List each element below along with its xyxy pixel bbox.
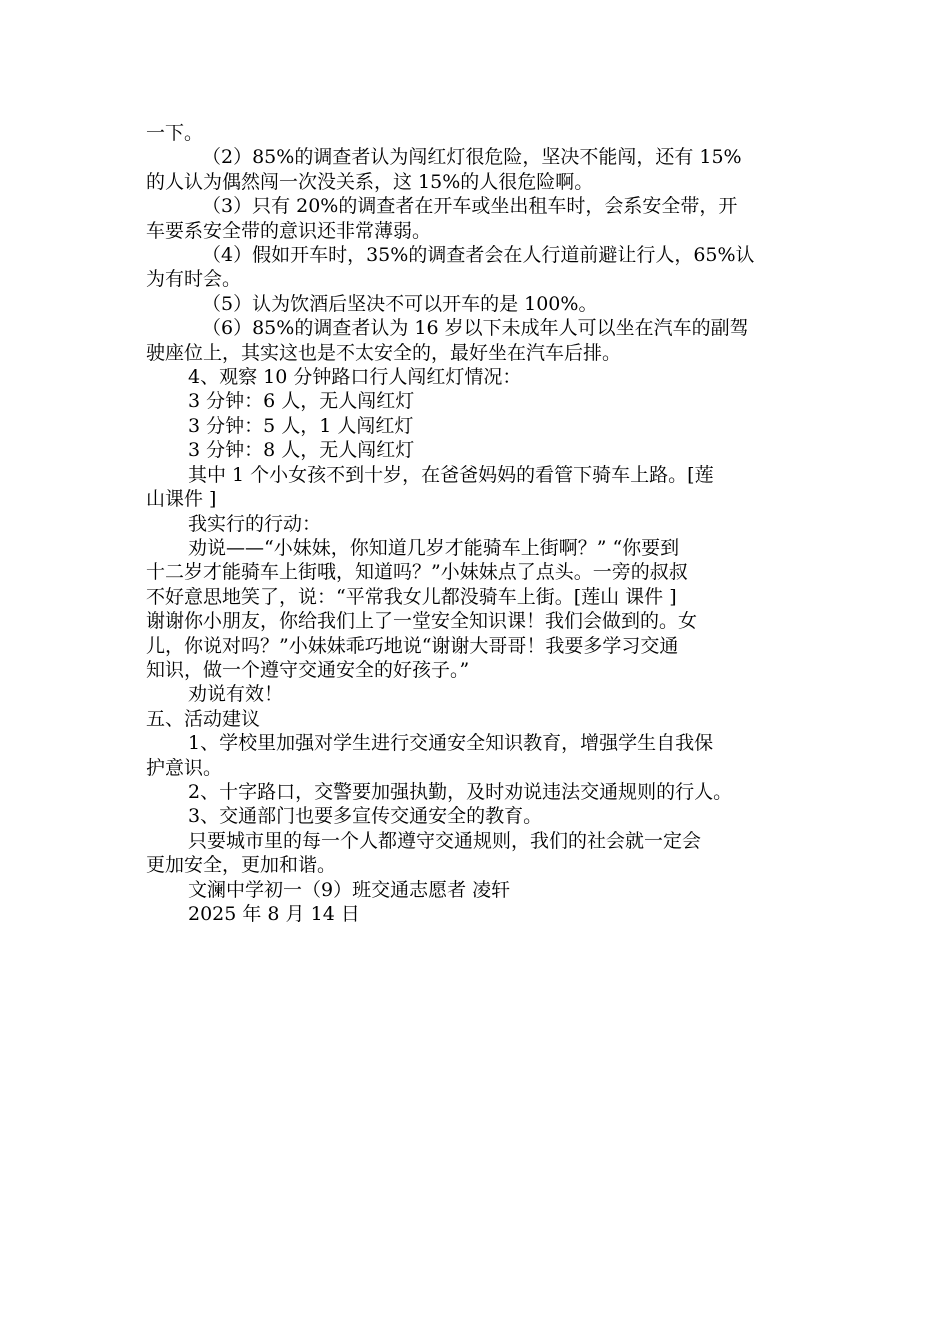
text-line: 不好意思地笑了，说：“平常我女儿都没骑车上街。[莲山 课件 ]	[146, 585, 677, 608]
text-line: （2）85%的调查者认为闯红灯很危险，坚决不能闯，还有 15%	[202, 146, 742, 169]
document-body	[146, 121, 821, 926]
text-line: 3、交通部门也要多宣传交通安全的教育。	[188, 805, 543, 828]
text-line: 为有时会。	[146, 268, 242, 291]
text-line: 五、活动建议	[146, 707, 261, 730]
text-line: 3 分钟：8 人，无人闯红灯	[188, 439, 415, 462]
text-line: 2、十字路口，交警要加强执勤，及时劝说违法交通规则的行人。	[188, 780, 733, 803]
text-line: 2025 年 8 月 14 日	[188, 903, 360, 925]
text-line: 3 分钟：5 人，1 人闯红灯	[188, 414, 414, 437]
text-line: 的人认为偶然闯一次没关系，这 15%的人很危险啊。	[146, 170, 594, 193]
text-line: 文澜中学初一（9）班交通志愿者 凌轩	[188, 878, 511, 901]
text-line: 知识，做一个遵守交通安全的好孩子。”	[146, 658, 470, 681]
text-line: 山课件 ]	[146, 488, 217, 511]
text-line: 更加安全，更加和谐。	[146, 854, 337, 877]
text-line: 劝说有效！	[188, 683, 284, 706]
text-line: 车要系安全带的意识还非常薄弱。	[146, 219, 432, 242]
text-line: 4、观察 10 分钟路口行人闯红灯情况：	[188, 366, 522, 389]
text-line: 1、学校里加强对学生进行交通安全知识教育，增强学生自我保	[188, 732, 714, 755]
text-line: 只要城市里的每一个人都遵守交通规则，我们的社会就一定会	[188, 829, 702, 852]
text-line: （3）只有 20%的调查者在开车或坐出租车时，会系安全带，开	[202, 195, 738, 218]
text-line: 十二岁才能骑车上街哦，知道吗？”小妹妹点了点头。一旁的叔叔	[146, 561, 688, 584]
text-line: 我实行的行动：	[188, 512, 322, 535]
text-line: 儿，你说对吗？”小妹妹乖巧地说“谢谢大哥哥！我要多学习交通	[146, 634, 679, 657]
text-line: （5）认为饮酒后坚决不可以开车的是 100%。	[202, 292, 598, 315]
text-line: （4）假如开车时，35%的调查者会在人行道前避让行人，65%认	[202, 244, 755, 267]
text-line: 护意识。	[146, 756, 223, 779]
text-line: 其中 1 个小女孩不到十岁，在爸爸妈妈的看管下骑车上路。[莲	[188, 463, 714, 486]
text-line: 一下。	[146, 122, 204, 144]
text-line: 驶座位上，其实这也是不太安全的，最好坐在汽车后排。	[146, 341, 622, 364]
text-line: （6）85%的调查者认为 16 岁以下未成年人可以坐在汽车的副驾	[202, 317, 749, 340]
text-line: 劝说——“小妹妹，你知道几岁才能骑车上街啊？” “你要到	[188, 536, 680, 559]
text-line: 3 分钟：6 人，无人闯红灯	[188, 390, 415, 413]
text-line: 谢谢你小朋友，你给我们上了一堂安全知识课！我们会做到的。女	[146, 610, 698, 633]
